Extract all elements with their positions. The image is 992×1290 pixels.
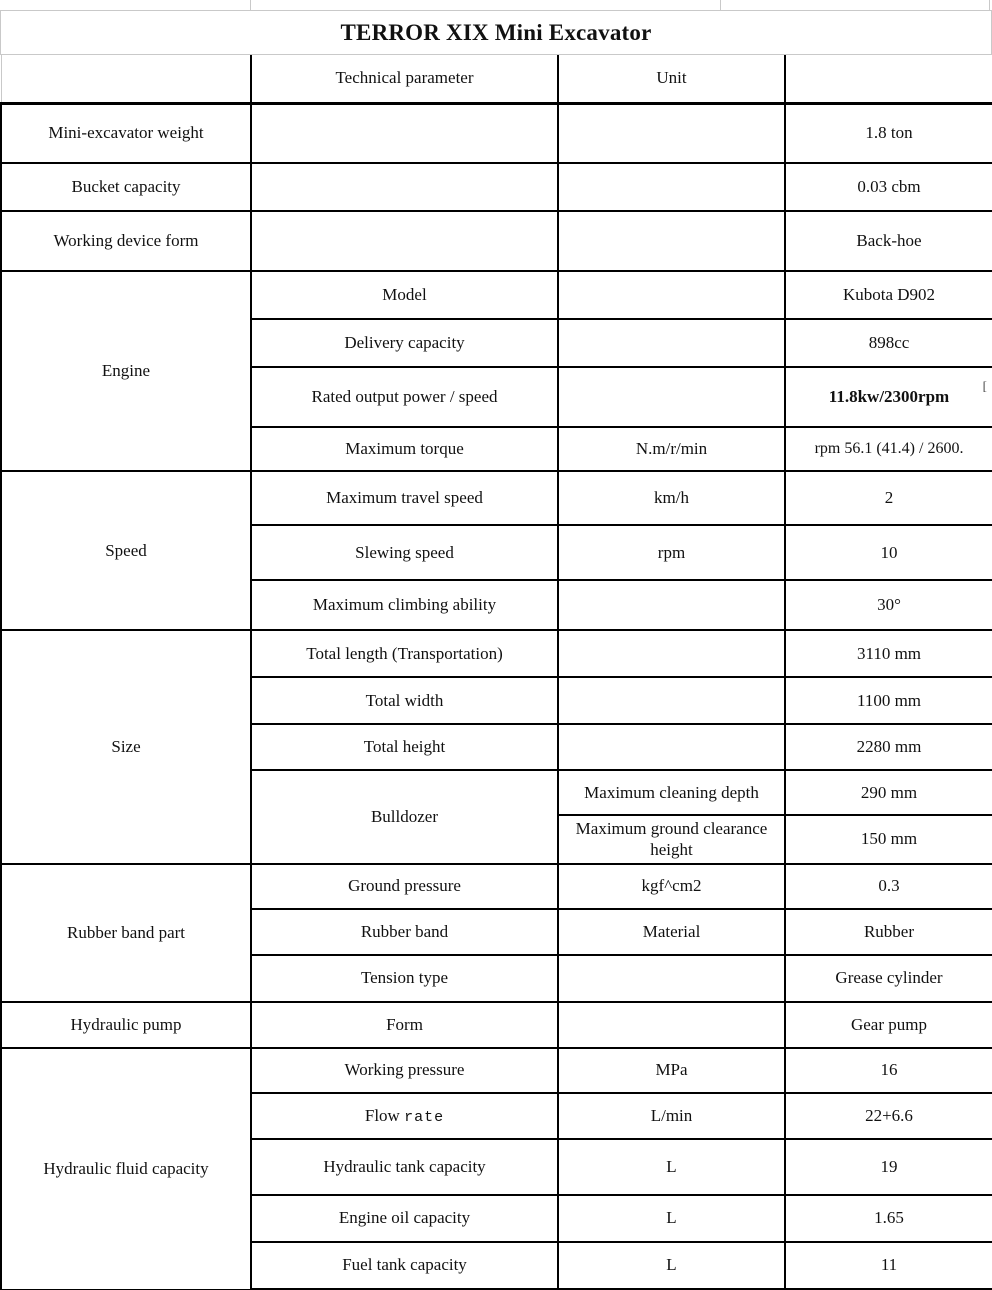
category-cell: Mini-excavator weight [1,103,251,163]
parameter-cell-flow-rate [251,1093,558,1139]
parameter-cell: Tension type [251,955,558,1002]
unit-cell: L [558,1242,785,1290]
unit-cell [558,580,785,630]
sub-parameter-cell: Maximum cleaning depth [558,770,785,815]
value-cell: 0.3 [785,864,992,909]
unit-cell [558,1002,785,1048]
table-title-row [0,11,992,55]
category-cell-engine: Engine [1,271,251,471]
sub-parameter-cell: Maximum ground clearance height [558,815,785,864]
parameter-cell: Maximum climbing ability [251,580,558,630]
cropped-gridline [250,0,251,10]
cropped-row-above [0,0,992,11]
value-cell [785,367,992,427]
table-row [1,163,992,211]
cropped-gridline [720,0,721,10]
table-row [1,471,992,525]
unit-cell: MPa [558,1048,785,1093]
parameter-cell [251,211,558,271]
value-cell: 1.8 ton [785,103,992,163]
flow-label-mono: rate [404,1108,445,1126]
value-cell: Back-hoe [785,211,992,271]
unit-cell: N.m/r/min [558,427,785,471]
category-cell-hydraulic-fluid: Hydraulic fluid capacity [1,1048,251,1290]
value-cell: Kubota D902 [785,271,992,319]
table-title: TERROR XIX Mini Excavator [340,19,652,45]
parameter-cell: Total length (Transportation) [251,630,558,677]
parameter-cell: Slewing speed [251,525,558,580]
header-row [1,55,992,103]
unit-cell [558,271,785,319]
unit-cell [558,677,785,724]
spec-table [0,55,992,1290]
table-row [1,103,992,163]
parameter-cell: Delivery capacity [251,319,558,367]
parameter-cell: Working pressure [251,1048,558,1093]
value-cell: 11 [785,1242,992,1290]
value-cell: 2 [785,471,992,525]
parameter-cell: Maximum torque [251,427,558,471]
value-cell: 2280 mm [785,724,992,770]
category-cell-speed: Speed [1,471,251,630]
comment-marker: [ [982,378,987,393]
parameter-cell [251,163,558,211]
category-cell: Working device form [1,211,251,271]
parameter-cell: Total height [251,724,558,770]
parameter-cell: Form [251,1002,558,1048]
unit-cell [558,367,785,427]
value-cell: Gear pump [785,1002,992,1048]
header-parameter-cell: Technical parameter [251,55,558,103]
table-row [1,211,992,271]
header-category-cell [1,55,251,103]
value-cell: 10 [785,525,992,580]
value-cell: 3110 mm [785,630,992,677]
parameter-cell: Model [251,271,558,319]
value-cell: 290 mm [785,770,992,815]
parameter-cell: Hydraulic tank capacity [251,1139,558,1195]
table-row [1,630,992,677]
parameter-cell: Total width [251,677,558,724]
value-cell: 22+6.6 [785,1093,992,1139]
value-cell: Rubber [785,909,992,955]
value-cell: Grease cylinder [785,955,992,1002]
flow-label-serif: Flow [364,1105,400,1125]
cropped-gridline [989,0,990,10]
value-cell: 1100 mm [785,677,992,724]
unit-cell: km/h [558,471,785,525]
parameter-cell: Engine oil capacity [251,1195,558,1242]
unit-cell: rpm [558,525,785,580]
parameter-cell: Fuel tank capacity [251,1242,558,1290]
table-row [1,1002,992,1048]
value-cell: 16 [785,1048,992,1093]
value-cell: rpm 56.1 (41.4) / 2600. [785,427,992,471]
unit-cell: L [558,1139,785,1195]
parameter-cell-bulldozer: Bulldozer [251,770,558,864]
value-cell: 0.03 cbm [785,163,992,211]
table-row [1,1048,992,1093]
parameter-cell: Rated output power / speed [251,367,558,427]
value-cell: 150 mm [785,815,992,864]
parameter-cell: Ground pressure [251,864,558,909]
value-cell: 19 [785,1139,992,1195]
unit-cell [558,211,785,271]
value-cell: 898cc [785,319,992,367]
category-cell-size: Size [1,630,251,864]
unit-cell: Material [558,909,785,955]
unit-cell: L [558,1195,785,1242]
category-cell: Bucket capacity [1,163,251,211]
unit-cell: L/min [558,1093,785,1139]
header-unit-cell: Unit [558,55,785,103]
value-cell: 30° [785,580,992,630]
value-cell: 1.65 [785,1195,992,1242]
unit-cell [558,103,785,163]
unit-cell [558,319,785,367]
header-value-cell [785,55,992,103]
rated-power-value: 11.8kw/2300rpm [828,387,950,406]
unit-cell: kgf^cm2 [558,864,785,909]
category-cell-rubber-band: Rubber band part [1,864,251,1002]
unit-cell [558,163,785,211]
parameter-cell: Maximum travel speed [251,471,558,525]
unit-cell [558,955,785,1002]
unit-cell [558,630,785,677]
parameter-cell [251,103,558,163]
parameter-cell: Rubber band [251,909,558,955]
category-cell-hydraulic-pump: Hydraulic pump [1,1002,251,1048]
table-row [1,864,992,909]
table-row [1,271,992,319]
unit-cell [558,724,785,770]
